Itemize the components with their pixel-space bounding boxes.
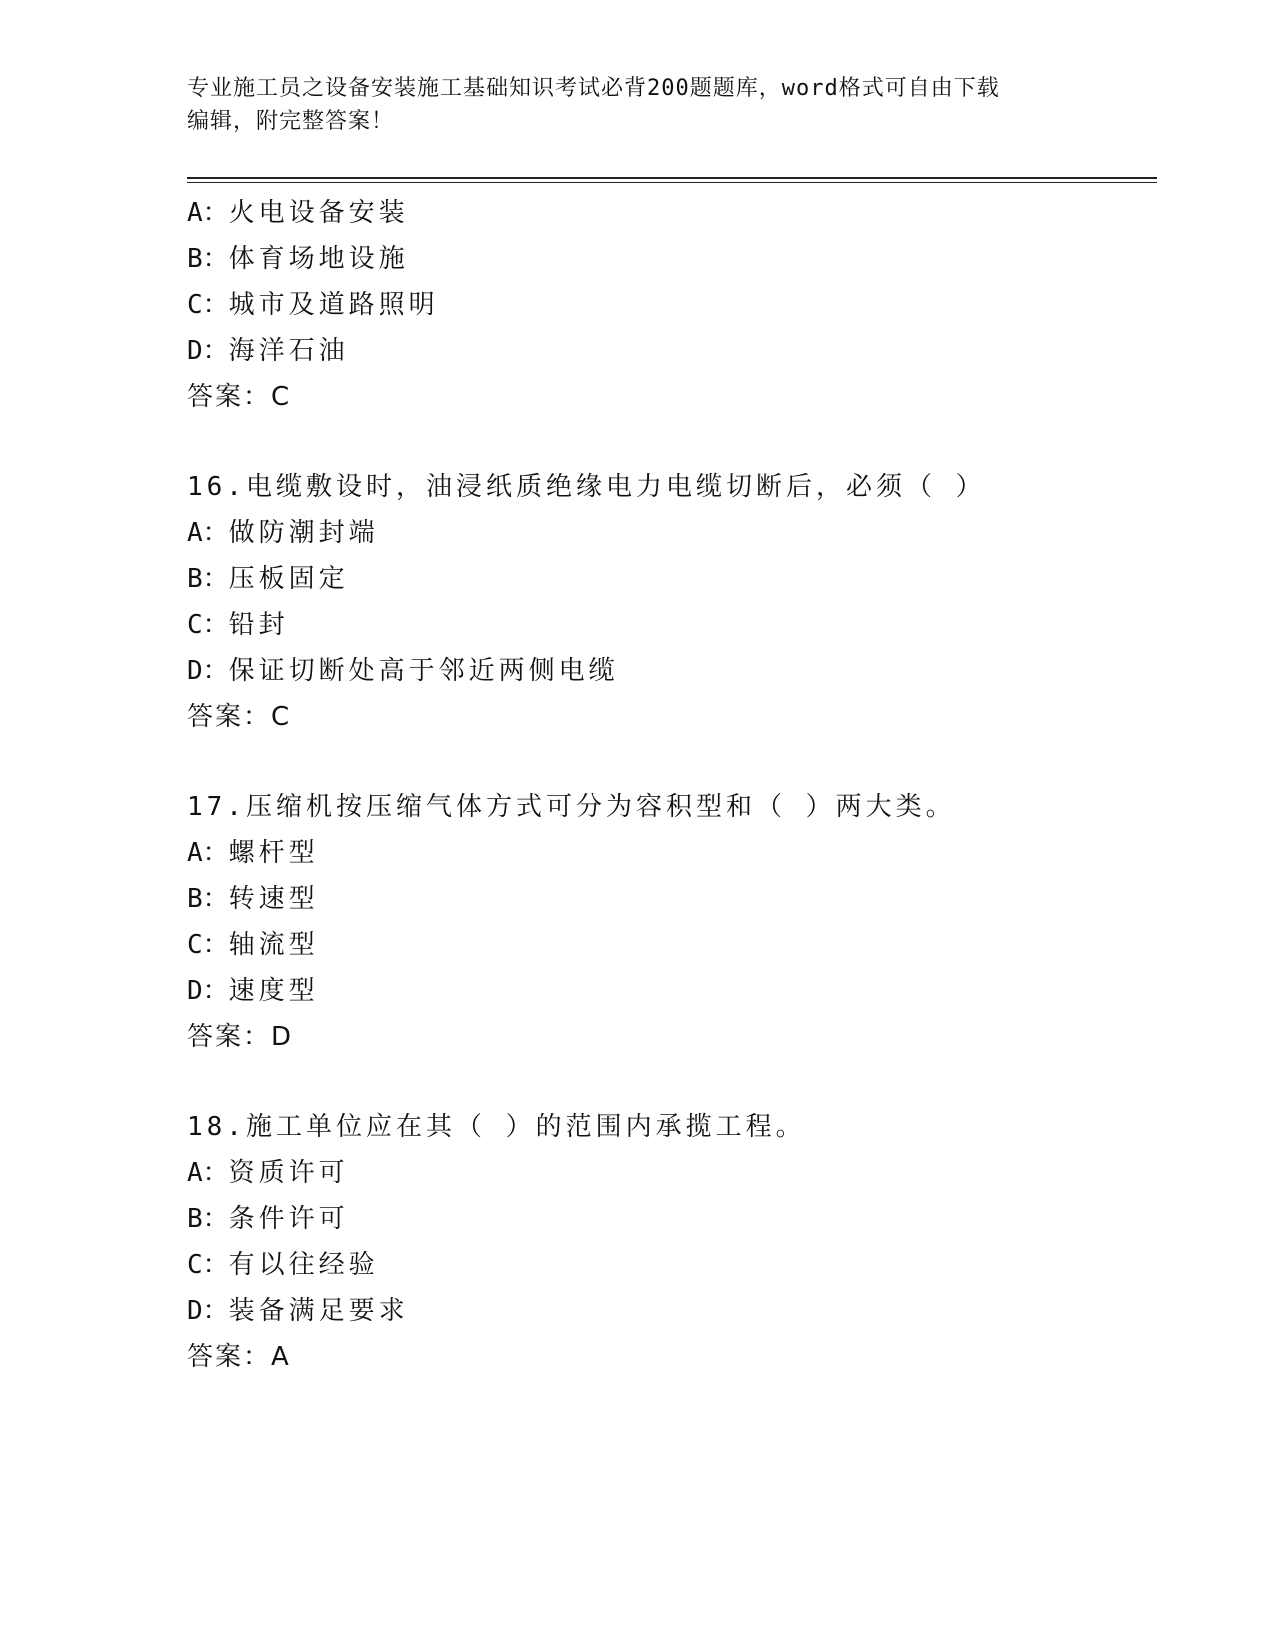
question-title: 16.电缆敷设时，油浸纸质绝缘电力电缆切断后，必须（ ） (187, 472, 986, 502)
option-a: A：做防潮封端 (187, 518, 379, 548)
option-a: A：资质许可 (187, 1158, 349, 1188)
answer: 答案：C (187, 382, 292, 412)
option-c: C：轴流型 (187, 930, 319, 960)
question-title: 17.压缩机按压缩气体方式可分为容积型和（ ）两大类。 (187, 792, 956, 822)
option-c: C：城市及道路照明 (187, 290, 439, 320)
option-c: C：铅封 (187, 610, 289, 640)
question-list (187, 190, 1167, 1424)
option-d: D：保证切断处高于邻近两侧电缆 (187, 656, 619, 686)
question-title: 18.施工单位应在其（ ）的范围内承揽工程。 (187, 1112, 806, 1142)
answer: 答案：D (187, 1022, 294, 1052)
header-divider (187, 177, 1157, 183)
option-d: D：装备满足要求 (187, 1296, 409, 1326)
question-17 (187, 784, 1167, 1060)
option-b: B：压板固定 (187, 564, 349, 594)
answer: 答案：C (187, 702, 292, 732)
option-d: D：海洋石油 (187, 336, 349, 366)
header-line-2: 编辑，附完整答案！ (187, 109, 395, 134)
question-16 (187, 464, 1167, 740)
document-header (187, 72, 1087, 138)
question-18 (187, 1104, 1167, 1380)
option-c: C：有以往经验 (187, 1250, 379, 1280)
question-15 (187, 190, 1167, 420)
option-a: A：螺杆型 (187, 838, 319, 868)
answer: 答案：A (187, 1342, 291, 1372)
option-a: A：火电设备安装 (187, 198, 409, 228)
option-b: B：转速型 (187, 884, 319, 914)
option-d: D：速度型 (187, 976, 319, 1006)
option-b: B：条件许可 (187, 1204, 349, 1234)
header-line-1: 专业施工员之设备安装施工基础知识考试必背200题题库，word格式可自由下载 (187, 76, 1000, 101)
option-b: B：体育场地设施 (187, 244, 409, 274)
